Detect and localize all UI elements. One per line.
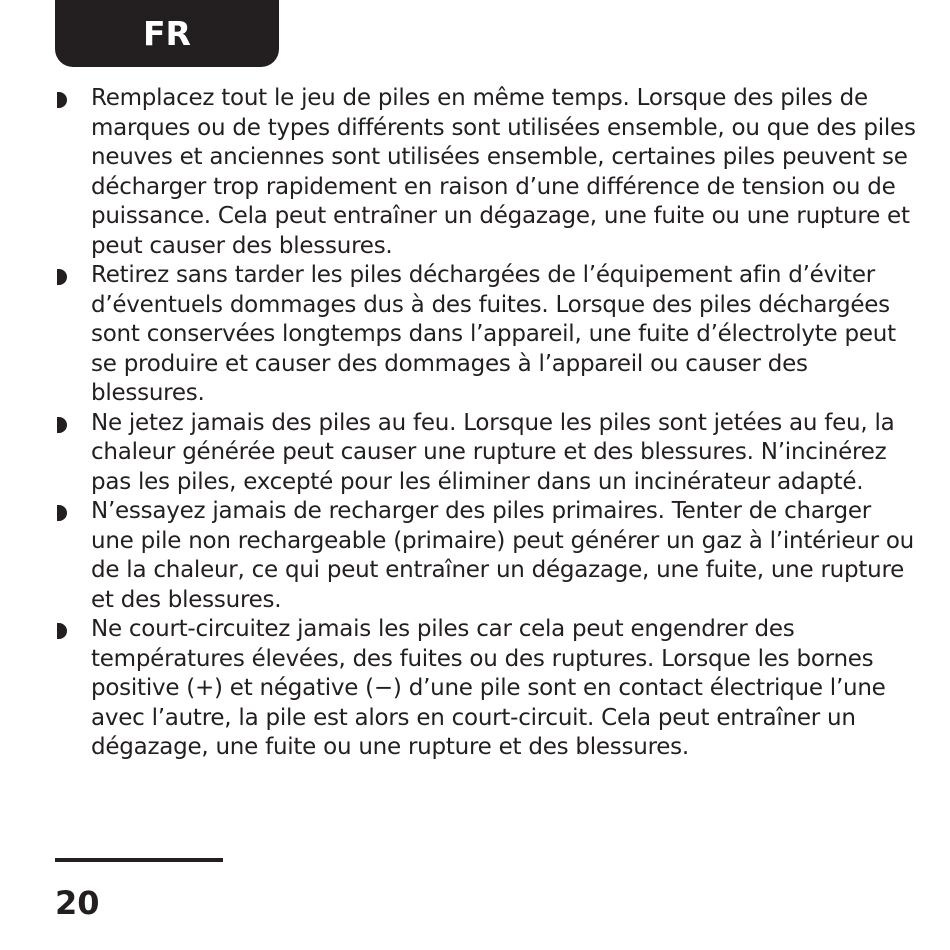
list-item-text: N’essayez jamais de recharger des piles primaires. Tenter de charger une pile non rechargeable (primaire) peut générer un gaz à l’intérieur ou de la chaleur, ce qui peut entraîner un dégazage, une fuite, une rupture et des blessures. xyxy=(91,498,914,613)
language-tab: FR xyxy=(55,0,279,67)
list-item xyxy=(57,261,917,409)
bullet-icon xyxy=(57,417,67,433)
footer-divider xyxy=(55,858,223,862)
list-item-text: Ne jetez jamais des piles au feu. Lorsque les piles sont jetées au feu, la chaleur générée peut causer une rupture et des blessures. N’incinérez pas les piles, excepté pour les éliminer dans un incinérateur adapté. xyxy=(91,409,895,495)
page-number: 20 xyxy=(55,884,100,922)
list-item xyxy=(57,615,917,763)
list-item xyxy=(57,84,917,261)
list-item-text: Remplacez tout le jeu de piles en même temps. Lorsque des piles de marques ou de types différents sont utilisées ensemble, ou que des piles neuves et anciennes sont utilisées ensemble, certaines piles peuvent se décharger trop rapidement en raison d’une différence de tension ou de puissance. Cela peut entraîner un dégazage, une fuite ou une rupture et peut causer des blessures. xyxy=(91,85,916,259)
bullet-icon xyxy=(57,269,67,285)
bullet-icon xyxy=(57,92,67,108)
bullet-icon xyxy=(57,623,67,639)
list-item xyxy=(57,497,917,615)
bullet-icon xyxy=(57,505,67,521)
list-item xyxy=(57,409,917,498)
battery-safety-list xyxy=(57,84,917,763)
list-item-text: Retirez sans tarder les piles déchargées de l’équipement afin d’éviter d’éventuels dommages dus à des fuites. Lorsque des piles déchargées sont conservées longtemps dans l’appareil, une fuite d’électrolyte peut se produire et causer des dommages à l’appareil ou causer des blessures. xyxy=(91,262,896,406)
list-item-text: Ne court-circuitez jamais les piles car cela peut engendrer des températures élevées, des fuites ou des ruptures. Lorsque les bornes positive (+) et négative (−) d’une pile sont en contact électrique l’une avec l’autre, la pile est alors en court-circuit. Cela peut entraîner un dégazage, une fuite ou une rupture et des blessures. xyxy=(91,616,886,760)
